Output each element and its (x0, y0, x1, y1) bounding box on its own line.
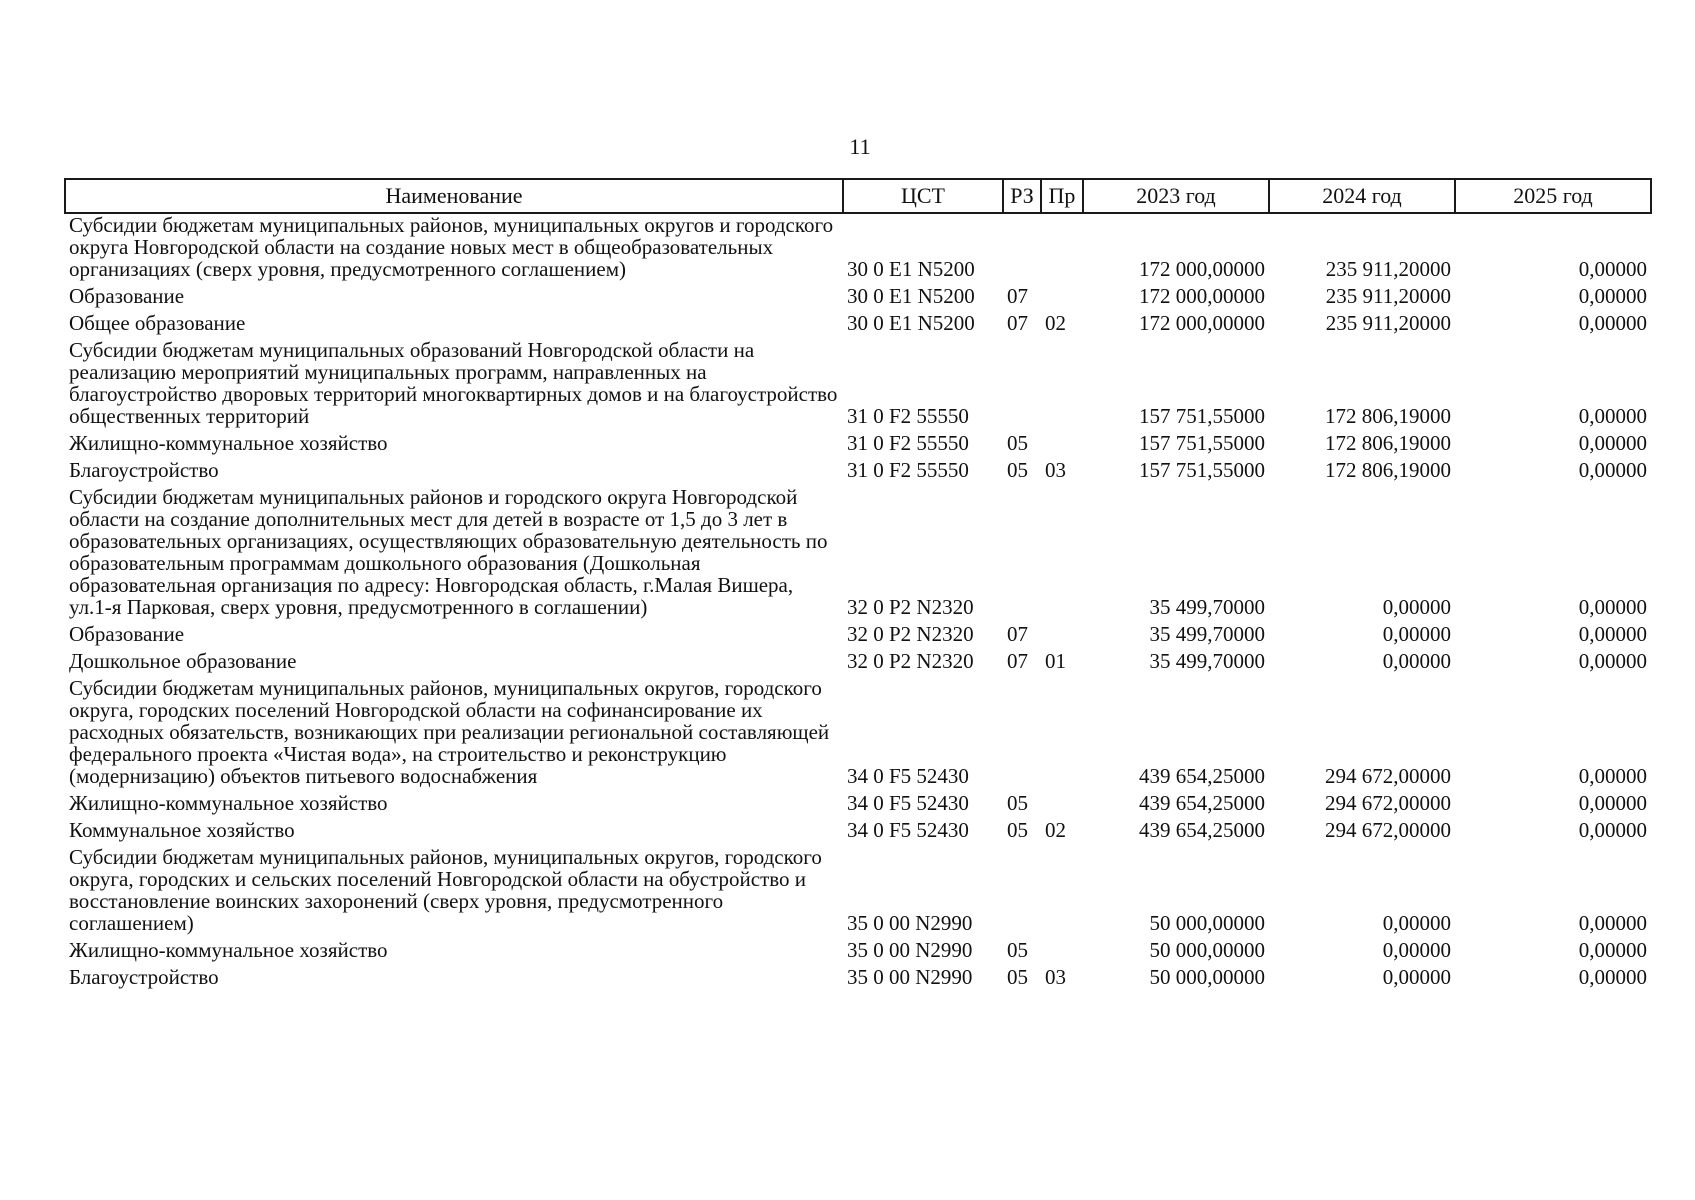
cell-name: Субсидии бюджетам муниципальных районов, муниципальных округов, городского округа, городских поселений Новгородской области на софинансирование их расходных обязательств, возникающих при реализации региональной составляющей федерального проекта «Чистая вода», на строительство и реконструкцию (модернизацию) объектов питьевого водоснабжения (69, 676, 830, 788)
cell-2025: 0,00000 (1578, 649, 1647, 673)
cell-2024: 294 672,00000 (1325, 818, 1451, 842)
cell-name: Жилищно-коммунальное хозяйство (69, 791, 388, 815)
cell-cst: 35 0 00 N2990 (847, 911, 973, 935)
cell-name: Коммунальное хозяйство (69, 818, 295, 842)
header-2025: 2025 год (1455, 179, 1651, 213)
cell-2023: 50 000,00000 (1149, 938, 1265, 962)
cell-cst: 31 0 F2 55550 (847, 404, 969, 428)
cell-2024: 0,00000 (1382, 938, 1451, 962)
cell-2023: 35 499,70000 (1149, 622, 1265, 646)
cell-rz: 05 (1007, 938, 1028, 962)
table-row (65, 486, 1651, 623)
table-row (65, 677, 1651, 792)
cell-2024: 0,00000 (1382, 595, 1451, 619)
cell-2023: 439 654,25000 (1139, 818, 1265, 842)
cell-2024: 0,00000 (1382, 965, 1451, 989)
cell-rz: 05 (1007, 458, 1028, 482)
cell-pr (1041, 213, 1083, 285)
cell-rz: 05 (1007, 431, 1028, 455)
cell-pr (1041, 339, 1083, 432)
cell-cst: 30 0 E1 N5200 (847, 311, 975, 335)
cell-rz (1003, 339, 1041, 432)
cell-name: Общее образование (69, 311, 246, 335)
cell-name: Благоустройство (69, 965, 219, 989)
cell-cst: 30 0 E1 N5200 (847, 257, 975, 281)
cell-name: Благоустройство (69, 458, 219, 482)
cell-cst: 32 0 P2 N2320 (847, 595, 974, 619)
cell-rz: 05 (1007, 791, 1028, 815)
table-row (65, 966, 1651, 993)
header-rz: РЗ (1003, 179, 1041, 213)
cell-2023: 157 751,55000 (1139, 431, 1265, 455)
cell-2024: 235 911,20000 (1325, 257, 1451, 281)
cell-2025: 0,00000 (1578, 911, 1647, 935)
cell-2025: 0,00000 (1578, 764, 1647, 788)
cell-2025: 0,00000 (1578, 458, 1647, 482)
cell-2025: 0,00000 (1578, 791, 1647, 815)
table-row (65, 213, 1651, 285)
cell-pr (1041, 792, 1083, 819)
cell-2023: 172 000,00000 (1139, 284, 1265, 308)
cell-2025: 0,00000 (1578, 404, 1647, 428)
header-name: Наименование (65, 179, 843, 213)
table-row (65, 939, 1651, 966)
cell-2024: 235 911,20000 (1325, 284, 1451, 308)
cell-2024: 294 672,00000 (1325, 791, 1451, 815)
cell-2024: 294 672,00000 (1325, 764, 1451, 788)
cell-rz: 05 (1007, 818, 1028, 842)
budget-table (64, 178, 1652, 993)
cell-2024: 0,00000 (1382, 649, 1451, 673)
cell-cst: 34 0 F5 52430 (847, 818, 969, 842)
cell-name: Субсидии бюджетам муниципальных образований Новгородской области на реализацию мероприятий муниципальных программ, направленных на благоустройство дворовых территорий многоквартирных домов и на благоустройство общественных территорий (69, 338, 838, 428)
cell-2024: 235 911,20000 (1325, 311, 1451, 335)
cell-name: Жилищно-коммунальное хозяйство (69, 431, 388, 455)
cell-rz: 07 (1007, 622, 1028, 646)
cell-rz: 07 (1007, 649, 1028, 673)
cell-rz: 07 (1007, 284, 1028, 308)
cell-pr: 03 (1045, 965, 1066, 989)
cell-2023: 157 751,55000 (1139, 404, 1265, 428)
cell-pr (1041, 846, 1083, 939)
cell-2024: 172 806,19000 (1325, 458, 1451, 482)
cell-2025: 0,00000 (1578, 284, 1647, 308)
cell-2025: 0,00000 (1578, 595, 1647, 619)
cell-cst: 34 0 F5 52430 (847, 791, 969, 815)
cell-rz: 07 (1007, 311, 1028, 335)
cell-name: Образование (69, 284, 185, 308)
cell-2024: 0,00000 (1382, 911, 1451, 935)
cell-2023: 35 499,70000 (1149, 649, 1265, 673)
cell-cst: 30 0 E1 N5200 (847, 284, 975, 308)
cell-2023: 50 000,00000 (1149, 911, 1265, 935)
cell-2023: 172 000,00000 (1139, 311, 1265, 335)
cell-rz (1003, 213, 1041, 285)
cell-2023: 35 499,70000 (1149, 595, 1265, 619)
cell-pr: 03 (1045, 458, 1066, 482)
table-row (65, 792, 1651, 819)
cell-name: Дошкольное образование (69, 649, 297, 673)
page-number: 11 (849, 134, 871, 159)
table-row (65, 339, 1651, 432)
table-row (65, 819, 1651, 846)
cell-2024: 0,00000 (1382, 622, 1451, 646)
cell-2025: 0,00000 (1578, 818, 1647, 842)
cell-name: Образование (69, 622, 185, 646)
table-row (65, 312, 1651, 339)
cell-cst: 31 0 F2 55550 (847, 431, 969, 455)
table-body (65, 213, 1651, 993)
table-row (65, 432, 1651, 459)
cell-2025: 0,00000 (1578, 622, 1647, 646)
header-2024: 2024 год (1269, 179, 1455, 213)
cell-2025: 0,00000 (1578, 965, 1647, 989)
cell-cst: 35 0 00 N2990 (847, 938, 973, 962)
header-pr: Пр (1041, 179, 1083, 213)
table-row (65, 650, 1651, 677)
cell-2023: 50 000,00000 (1149, 965, 1265, 989)
cell-cst: 34 0 F5 52430 (847, 764, 969, 788)
cell-cst: 32 0 P2 N2320 (847, 649, 974, 673)
cell-2024: 172 806,19000 (1325, 404, 1451, 428)
table-header-row (65, 179, 1651, 213)
cell-rz (1003, 486, 1041, 623)
cell-cst: 35 0 00 N2990 (847, 965, 973, 989)
table-row (65, 285, 1651, 312)
cell-pr (1041, 677, 1083, 792)
cell-2025: 0,00000 (1578, 311, 1647, 335)
cell-2023: 157 751,55000 (1139, 458, 1265, 482)
header-2023: 2023 год (1083, 179, 1269, 213)
cell-rz: 05 (1007, 965, 1028, 989)
cell-2023: 172 000,00000 (1139, 257, 1265, 281)
header-cst: ЦСТ (843, 179, 1003, 213)
cell-cst: 31 0 F2 55550 (847, 458, 969, 482)
cell-pr (1041, 939, 1083, 966)
table-row (65, 846, 1651, 939)
cell-rz (1003, 677, 1041, 792)
cell-pr (1041, 623, 1083, 650)
table-row (65, 623, 1651, 650)
cell-2023: 439 654,25000 (1139, 791, 1265, 815)
cell-name: Жилищно-коммунальное хозяйство (69, 938, 388, 962)
cell-pr: 02 (1045, 818, 1066, 842)
cell-rz (1003, 846, 1041, 939)
cell-2025: 0,00000 (1578, 938, 1647, 962)
cell-2025: 0,00000 (1578, 431, 1647, 455)
cell-cst: 32 0 P2 N2320 (847, 622, 974, 646)
cell-2023: 439 654,25000 (1139, 764, 1265, 788)
cell-pr: 01 (1045, 649, 1066, 673)
cell-name: Субсидии бюджетам муниципальных районов, муниципальных округов и городского округа Новгородской области на создание новых мест в общеобразовательных организациях (сверх уровня, предусмотренного соглашением) (69, 213, 834, 281)
cell-pr (1041, 432, 1083, 459)
cell-pr (1041, 285, 1083, 312)
cell-2025: 0,00000 (1578, 257, 1647, 281)
cell-pr: 02 (1045, 311, 1066, 335)
table-row (65, 459, 1651, 486)
cell-pr (1041, 486, 1083, 623)
cell-name: Субсидии бюджетам муниципальных районов и городского округа Новгородской области на создание дополнительных мест для детей в возрасте от 1,5 до 3 лет в образовательных организациях, осуществляющих образовательную деятельность по образовательным программам дошкольного образования (Дошкольная образовательная организация по адресу: Новгородская область, г.Малая Вишера, ул.1-я Парковая, сверх уровня, предусмотренного в соглашении) (69, 485, 828, 619)
cell-2024: 172 806,19000 (1325, 431, 1451, 455)
cell-name: Субсидии бюджетам муниципальных районов, муниципальных округов, городского округа, городских и сельских поселений Новгородской области на обустройство и восстановление воинских захоронений (сверх уровня, предусмотренного соглашением) (69, 845, 822, 935)
